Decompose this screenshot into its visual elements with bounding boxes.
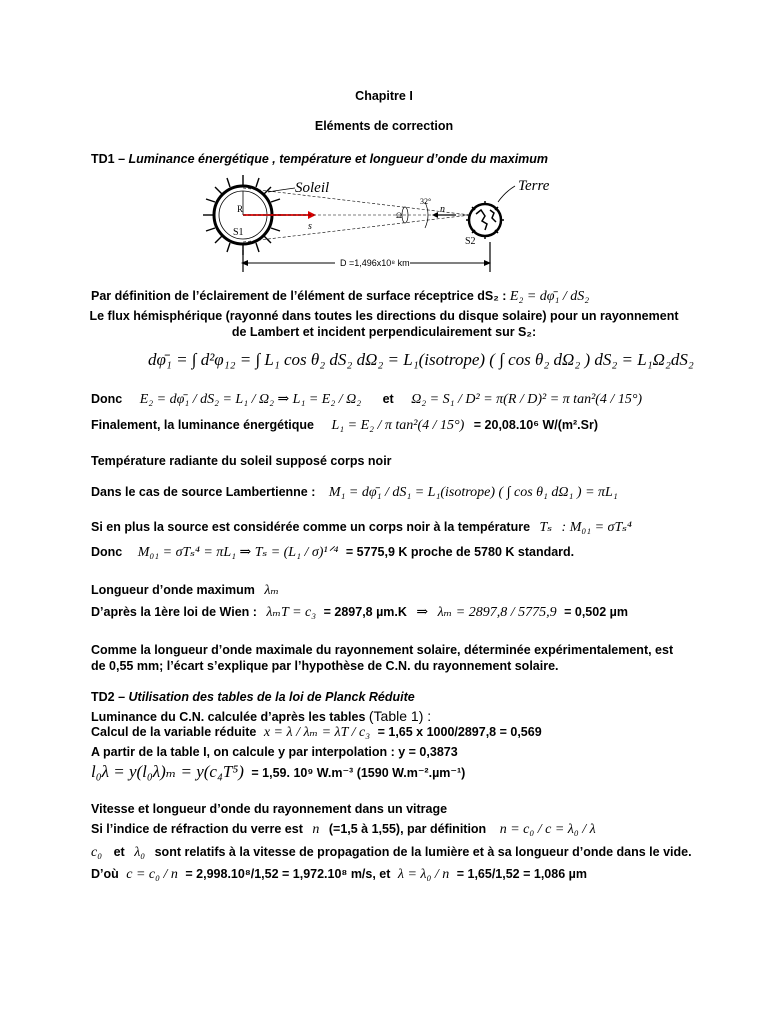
td2-prefix: TD2 – xyxy=(91,690,126,704)
chapter-title: Chapitre I xyxy=(355,89,413,103)
comment-line-2: de 0,55 mm; l’écart s’explique par l’hypothèse de C.N. du rayonnement solaire. xyxy=(91,659,559,673)
s2-label: S2 xyxy=(465,236,476,247)
omega-label: Ω xyxy=(396,211,402,220)
lambert-line xyxy=(91,484,618,501)
temp-value: = 5775,9 K proche de 5780 K standard. xyxy=(345,545,575,559)
cn-equation: : M₀₁ = σTₛ⁴ xyxy=(561,520,632,535)
page-subtitle: Eléments de correction xyxy=(314,119,454,133)
def-text: Par définition de l’éclairement de l’élément de surface réceptrice dS₂ : xyxy=(91,289,507,303)
vitrage-et-label: et xyxy=(113,845,125,859)
flux-equation: dφ̄₁ = ∫ d²φ₁₂ = ∫ L₁ cos θ₂ dS₂ dΩ₂ = L₁(isotrope) ( ∫ cos θ₂ dΩ₂ ) dS₂ = L₁Ω₂dS₂ xyxy=(148,350,694,369)
s-vector-label: s xyxy=(308,221,312,232)
wien-line xyxy=(91,604,628,621)
td2-var-equation: x = λ / λₘ = λT / c₃ xyxy=(263,725,371,740)
cn-line xyxy=(91,519,632,536)
wien-eq-1: λₘT = c₃ xyxy=(266,605,317,620)
flux-line-1: Le flux hémisphérique (rayonné dans toutes les directions du disque solaire) pour un rayonnement xyxy=(89,309,679,323)
c0-symbol: c₀ xyxy=(91,845,103,860)
wien-eq-2: λₘ = 2897,8 / 5775,9 xyxy=(437,605,557,620)
c0-text: sont relatifs à la vitesse de propagation de la lumière et à sa longueur d’onde dans le vide. xyxy=(154,845,692,859)
comment-line-1: Comme la longueur d’onde maximale du rayonnement solaire, déterminée expérimentalement, est xyxy=(91,643,674,657)
final-value: = 20,08.10⁶ W/(m².Sr) xyxy=(473,418,598,432)
temp-equation: M₀₁ = σTₛ⁴ = πL₁ ⇒ Tₛ = (L₁ / σ)¹ᐟ⁴ xyxy=(137,545,339,560)
vitrage-index-symbol: n xyxy=(312,822,320,837)
td1-prefix: TD1 – xyxy=(91,152,126,166)
donc-eq-2: Ω₂ = S₁ / D² = π(R / D)² = π tan²(4 / 15°) xyxy=(411,392,643,407)
td2-var-value: = 1,65 x 1000/2897,8 = 0,569 xyxy=(377,725,542,739)
vitrage-index-mid: (=1,5 à 1,55), par définition xyxy=(328,822,487,836)
vitrage-c0-line xyxy=(91,844,692,861)
td2-lum-line xyxy=(91,708,431,725)
wien-prefix: D’après la 1ère loi de Wien : xyxy=(91,605,257,619)
sun-earth-diagram xyxy=(200,172,550,282)
vitrage-result-line xyxy=(91,866,587,883)
vitrage-heading: Vitesse et longueur d’onde du rayonnement dans un vitrage xyxy=(91,802,448,816)
cn-label: Si en plus la source est considérée comme un corps noir à la température xyxy=(91,520,531,534)
td2-l-equation: l₀λ = y(l₀λ)ₘ = y(c₄T⁵) xyxy=(91,762,244,781)
r-label: R xyxy=(237,204,244,214)
wien-arrow: ⇒ xyxy=(416,605,429,620)
wien-heading-symbol: λₘ xyxy=(264,583,280,598)
final-equation: L₁ = E₂ / π tan²(4 / 15°) xyxy=(331,418,465,433)
td2-title: Utilisation des tables de la loi de Planck Réduite xyxy=(128,690,415,704)
n-vector-label: n xyxy=(440,204,445,215)
vitrage-index-label: Si l’indice de réfraction du verre est xyxy=(91,822,303,836)
c-equation: c = c₀ / n xyxy=(126,867,178,882)
def-equation: E₂ = dφ̄₁ / dS₂ xyxy=(509,289,590,304)
vitrage-index-equation: n = c₀ / c = λ₀ / λ xyxy=(499,822,596,837)
c-value: = 2,998.10⁸/1,52 = 1,972.10⁸ m/s, et xyxy=(185,867,391,881)
donc-line xyxy=(91,391,642,408)
distance-label: D =1,496x10⁸ km xyxy=(340,258,410,268)
cn-ts: Tₛ xyxy=(539,520,553,535)
temp-result-line xyxy=(91,544,574,561)
td2-lum-label: Luminance du C.N. calculée d’après les tables xyxy=(91,710,366,724)
td2-var-line xyxy=(91,724,542,741)
lambert-label: Dans le cas de source Lambertienne : xyxy=(91,485,316,499)
final-line xyxy=(91,417,598,434)
td2-lum-table: (Table 1) : xyxy=(368,708,432,724)
donc-label: Donc xyxy=(91,392,123,406)
donc-eq-1: E₂ = dφ̄₁ / dS₂ = L₁ / Ω₂ ⇒ L₁ = E₂ / Ω₂ xyxy=(139,392,362,407)
lambda-equation: λ = λ₀ / n xyxy=(397,867,450,882)
final-label: Finalement, la luminance énergétique xyxy=(91,418,314,432)
td1-heading xyxy=(91,151,548,167)
td2-interp-line: A partir de la table I, on calcule y par interpolation : y = 0,3873 xyxy=(91,745,458,759)
wien-heading-text: Longueur d’onde maximum xyxy=(91,583,255,597)
temp-donc-label: Donc xyxy=(91,545,123,559)
wien-heading xyxy=(91,582,279,599)
lambda0-symbol: λ₀ xyxy=(134,845,146,860)
lambda-value: = 1,65/1,52 = 1,086 µm xyxy=(456,867,587,881)
td2-heading xyxy=(91,689,415,705)
td2-var-label: Calcul de la variable réduite xyxy=(91,725,257,739)
wien-value-2: = 0,502 µm xyxy=(564,605,628,619)
et-label: et xyxy=(382,392,394,406)
temp-heading: Température radiante du soleil supposé corps noir xyxy=(91,454,392,468)
angle-label: 32° xyxy=(420,197,432,206)
td2-l-value: = 1,59. 10⁹ W.m⁻³ (1590 W.m⁻².µm⁻¹) xyxy=(251,766,466,780)
s1-label: S1 xyxy=(233,227,244,238)
flux-line-2: de Lambert et incident perpendiculairement sur S₂: xyxy=(231,325,537,339)
dou-label: D’où xyxy=(91,867,119,881)
soleil-label: Soleil xyxy=(295,180,330,196)
def-line xyxy=(91,288,589,305)
lambert-equation: M₁ = dφ̄₁ / dS₁ = L₁(isotrope) ( ∫ cos θ₁ dΩ₁ ) = πL₁ xyxy=(328,485,618,500)
vitrage-index-line xyxy=(91,821,596,838)
terre-label: Terre xyxy=(518,178,550,194)
td2-l-line xyxy=(91,764,465,781)
wien-value-1: = 2897,8 µm.K xyxy=(323,605,407,619)
td1-title: Luminance énergétique , température et longueur d’onde du maximum xyxy=(128,152,549,166)
